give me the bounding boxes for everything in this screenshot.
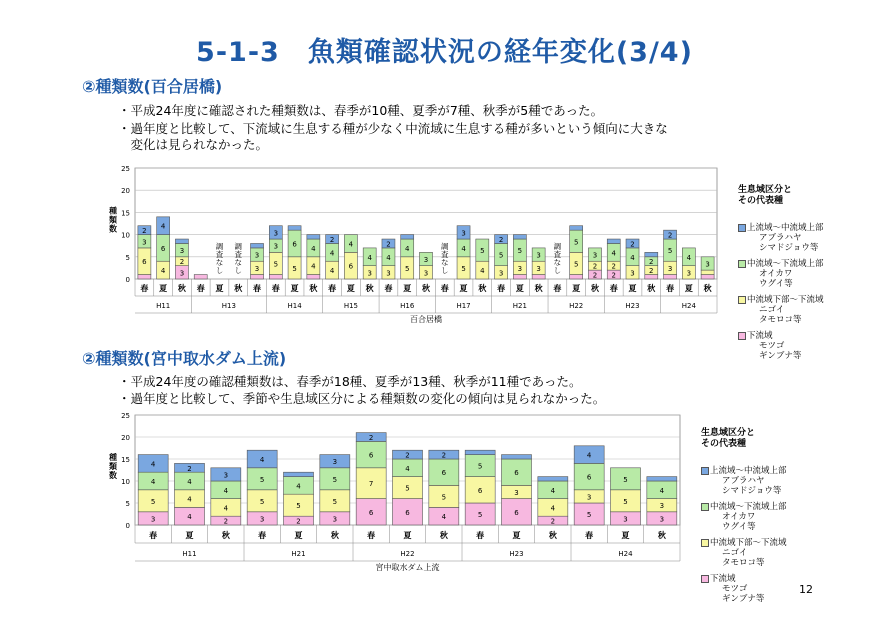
data-label: 3 (273, 242, 279, 251)
group-label: H22 (569, 302, 584, 311)
data-label: 5 (573, 260, 579, 269)
data-label: 2 (368, 434, 374, 442)
data-label: 3 (461, 229, 466, 238)
data-label: 4 (611, 249, 616, 258)
not-surveyed-label: 調 (441, 242, 449, 251)
group-label: H16 (400, 302, 415, 311)
season-label: 春 (497, 284, 506, 294)
data-label: 6 (348, 262, 354, 271)
season-label: 春 (384, 284, 393, 294)
bar-segment (664, 275, 677, 279)
season-label: 夏 (459, 284, 468, 294)
data-label: 5 (296, 502, 301, 511)
bar-segment (532, 275, 545, 279)
data-label: 3 (150, 515, 156, 524)
data-label: 4 (348, 240, 354, 249)
season-label: 夏 (290, 284, 299, 294)
data-label: 4 (187, 478, 192, 486)
season-label: 秋 (221, 530, 230, 540)
y-tick-label: 25 (121, 412, 130, 420)
season-label: 春 (585, 530, 594, 540)
bar-segment (307, 275, 320, 279)
y-tick-label: 5 (125, 500, 130, 508)
bar-segment (269, 275, 282, 279)
not-surveyed-label: 査 (553, 250, 562, 259)
data-label: 3 (423, 256, 429, 265)
data-label: 2 (296, 517, 301, 526)
not-surveyed-label: し (441, 266, 449, 275)
bar-segment (538, 477, 568, 481)
season-label: 夏 (403, 284, 412, 294)
data-label: 2 (550, 517, 556, 526)
data-label: 5 (259, 497, 265, 506)
data-label: 4 (441, 513, 447, 522)
data-label: 6 (142, 258, 147, 267)
not-surveyed-label: 査 (441, 250, 449, 259)
data-label: 3 (667, 264, 673, 273)
data-label: 5 (292, 264, 297, 273)
data-label: 4 (223, 504, 229, 513)
page-title: 5-1-3 魚類確認状況の経年変化(3/4) (196, 37, 693, 68)
data-label: 5 (477, 462, 483, 471)
data-label: 2 (630, 240, 635, 249)
data-label: 2 (611, 262, 616, 271)
data-label: 5 (573, 238, 579, 247)
season-label: 春 (367, 530, 376, 540)
data-label: 3 (586, 493, 592, 502)
season-label: 夏 (572, 284, 581, 294)
group-label: H15 (343, 302, 358, 311)
data-label: 5 (517, 247, 523, 256)
data-label: 4 (586, 451, 592, 460)
season-label: 春 (609, 284, 618, 294)
data-label: 3 (259, 515, 265, 524)
legend-item: 上流域～中流域上部 アブラハヤ シマドジョウ等 (738, 223, 824, 253)
season-label: 春 (258, 530, 267, 540)
season-label: 夏 (684, 284, 693, 294)
data-label: 3 (254, 264, 260, 273)
group-label: H24 (618, 549, 633, 558)
data-label: 2 (142, 227, 147, 236)
bullet-text: ・過年度と比較して、下流域に生息する種が少なく中流域に生息する種が多いという傾向に大きな (118, 121, 668, 136)
data-label: 6 (368, 508, 374, 517)
season-label: 春 (328, 284, 337, 294)
season-label: 夏 (159, 284, 168, 294)
data-label: 3 (592, 251, 598, 260)
data-label: 4 (150, 460, 156, 469)
data-label: 2 (592, 262, 598, 271)
data-label: 4 (187, 495, 192, 504)
group-label: H11 (182, 549, 197, 558)
data-label: 3 (254, 251, 260, 260)
data-label: 6 (292, 240, 297, 249)
data-label: 5 (586, 511, 592, 519)
not-surveyed-label: 調 (234, 242, 243, 251)
data-label: 6 (586, 473, 592, 482)
data-label: 4 (404, 244, 410, 253)
bar-segment (607, 239, 620, 243)
season-label: 夏 (515, 284, 524, 294)
data-label: 5 (623, 497, 628, 506)
data-label: 4 (686, 253, 692, 262)
data-label: 5 (480, 247, 485, 256)
data-label: 4 (296, 482, 301, 491)
bar-segment (465, 450, 495, 454)
season-label: 春 (196, 284, 205, 294)
y-axis-label: 種 (109, 206, 117, 216)
legend-title: 生息域区分と (738, 185, 793, 195)
page-number: 12 (799, 583, 813, 596)
data-label: 4 (480, 267, 485, 276)
season-label: 秋 (657, 530, 666, 540)
y-axis-label: 類 (109, 462, 117, 471)
legend-item: 中流域～下流域上部 オイカワ ウグイ等 (738, 259, 824, 289)
bar-segment (288, 226, 301, 230)
data-label: 3 (179, 247, 185, 256)
y-axis-label: 数 (109, 471, 117, 480)
season-label: 春 (476, 530, 485, 540)
data-label: 6 (514, 469, 519, 478)
y-tick-label: 20 (121, 434, 130, 442)
y-axis-label: 種 (109, 453, 117, 462)
bar-segment (502, 455, 532, 459)
not-surveyed-label: し (234, 266, 243, 275)
season-label: 春 (253, 284, 262, 294)
legend-item: 上流域～中流域上部 アブラハヤ シマドジョウ等 (701, 466, 787, 496)
season-label: 夏 (346, 284, 355, 294)
data-label: 6 (441, 469, 447, 478)
data-label: 3 (179, 269, 185, 278)
bar-segment (401, 235, 414, 239)
bullet-text: ・平成24年度の確認種類数は、春季が18種、夏季が13種、秋季が11種であった。 (118, 374, 582, 389)
season-label: 夏 (403, 530, 412, 540)
legend-title: 生息域区分と (701, 428, 756, 438)
data-label: 3 (514, 489, 519, 497)
data-label: 2 (187, 464, 192, 473)
data-label: 4 (367, 253, 372, 262)
season-label: 夏 (628, 284, 637, 294)
bullet-text: ・過年度と比較して、季節や生息域区分による種類数の変化の傾向は見られなかった。 (118, 391, 606, 406)
season-label: 春 (440, 284, 449, 294)
data-label: 3 (142, 238, 147, 247)
data-label: 7 (368, 480, 374, 489)
data-label: 4 (150, 478, 156, 486)
bar-segment (175, 239, 188, 243)
bar-segment (284, 472, 314, 476)
data-label: 4 (160, 267, 166, 276)
not-surveyed-label: な (234, 258, 243, 267)
data-label: 4 (329, 267, 335, 276)
y-tick-label: 15 (121, 209, 130, 218)
legend-item: 中流域下部～下流域 ニゴイ タモロコ等 (738, 295, 824, 325)
y-tick-label: 10 (121, 478, 130, 486)
section-heading-miyanaka: ②種類数(宮中取水ダム上流) (82, 349, 287, 368)
data-label: 4 (329, 249, 335, 258)
season-label: 春 (666, 284, 675, 294)
bullet-text: ・平成24年度に確認された種類数は、春季が10種、夏季が7種、秋季が5種であった。 (118, 103, 604, 118)
season-label: 秋 (647, 284, 656, 294)
data-label: 4 (187, 513, 192, 522)
bar-segment (251, 275, 264, 279)
data-label: 3 (332, 458, 338, 467)
season-label: 夏 (621, 530, 630, 540)
data-label: 2 (649, 267, 654, 276)
data-label: 4 (386, 253, 391, 262)
data-label: 3 (386, 269, 391, 278)
bar-segment (701, 275, 714, 279)
data-label: 3 (623, 515, 628, 524)
data-label: 5 (150, 497, 156, 506)
data-label: 3 (367, 269, 372, 278)
group-label: H21 (512, 302, 527, 311)
season-label: 秋 (309, 284, 318, 294)
data-label: 3 (659, 515, 665, 524)
not-surveyed-label: 査 (234, 250, 243, 259)
group-label: H14 (287, 302, 302, 311)
data-label: 4 (659, 486, 665, 495)
season-label: 秋 (703, 284, 712, 294)
legend-chart1 (738, 185, 824, 367)
bar-segment (251, 243, 264, 247)
data-label: 2 (611, 271, 616, 280)
season-label: 春 (553, 284, 562, 294)
y-tick-label: 20 (121, 187, 130, 196)
data-label: 2 (592, 271, 598, 280)
data-label: 3 (705, 260, 710, 269)
group-label: H11 (156, 302, 171, 311)
data-label: 4 (461, 244, 466, 253)
data-label: 4 (160, 222, 166, 231)
data-label: 5 (259, 475, 265, 484)
bar-segment (513, 235, 526, 239)
x-axis-label: 百合居橋 (410, 315, 442, 324)
data-label: 3 (332, 515, 338, 524)
y-tick-label: 25 (121, 165, 130, 173)
bullet-text: 変化は見られなかった。 (118, 137, 269, 152)
y-tick-label: 0 (125, 276, 130, 284)
not-surveyed-label: 調 (215, 242, 224, 251)
data-label: 2 (441, 451, 447, 460)
data-label: 2 (405, 451, 410, 460)
bar-segment (307, 235, 320, 239)
data-label: 3 (423, 269, 429, 278)
season-label: 秋 (534, 284, 543, 294)
data-label: 2 (386, 240, 391, 249)
season-label: 秋 (422, 284, 430, 294)
data-label: 4 (223, 486, 229, 495)
data-label: 3 (273, 229, 279, 238)
data-label: 5 (623, 475, 628, 484)
season-label: 夏 (185, 530, 194, 540)
bar-segment (513, 275, 526, 279)
data-label: 2 (179, 258, 185, 267)
season-label: 夏 (294, 530, 303, 540)
data-label: 4 (311, 244, 316, 253)
data-label: 4 (550, 486, 556, 495)
legend-item: 下流域 モツゴ ギンブナ等 (738, 331, 824, 361)
not-surveyed-label: 査 (215, 250, 224, 259)
legend-item: 中流域～下流域上部 オイカワ ウグイ等 (701, 502, 787, 532)
data-label: 2 (329, 236, 335, 245)
y-tick-label: 0 (125, 522, 130, 530)
data-label: 3 (517, 264, 523, 273)
not-surveyed-label: し (215, 266, 224, 275)
season-label: 春 (271, 284, 280, 294)
data-label: 2 (498, 236, 504, 245)
season-label: 秋 (548, 530, 557, 540)
bar-segment (645, 275, 658, 279)
bar-segment (138, 275, 151, 279)
legend-item: 下流域 モツゴ ギンブナ等 (701, 574, 787, 604)
y-tick-label: 5 (125, 253, 130, 262)
group-label: H13 (221, 302, 236, 311)
data-label: 5 (404, 264, 410, 273)
legend-chart2 (701, 428, 787, 610)
group-label: H24 (681, 302, 696, 311)
data-label: 5 (332, 475, 338, 484)
data-label: 4 (405, 464, 410, 473)
season-label: 夏 (512, 530, 521, 540)
data-label: 3 (536, 251, 541, 260)
bar-segment (645, 252, 658, 256)
data-label: 6 (405, 508, 410, 517)
data-label: 4 (311, 262, 316, 271)
data-label: 3 (659, 502, 665, 511)
data-label: 3 (536, 264, 541, 273)
data-label: 2 (667, 231, 673, 240)
data-label: 3 (686, 269, 692, 278)
not-surveyed-label: な (215, 258, 224, 267)
data-label: 5 (667, 247, 673, 256)
bar-segment (194, 275, 207, 279)
group-label: H17 (456, 302, 471, 311)
x-axis-label: 宮中取水ダム上流 (375, 563, 440, 572)
data-label: 2 (649, 258, 654, 267)
season-label: 秋 (365, 284, 374, 294)
data-label: 4 (550, 504, 556, 513)
group-label: H22 (400, 549, 415, 558)
data-label: 6 (368, 451, 374, 460)
season-label: 秋 (177, 284, 186, 294)
season-label: 秋 (590, 284, 599, 294)
data-label: 5 (477, 511, 483, 519)
data-label: 3 (498, 269, 504, 278)
bar-segment (570, 275, 583, 279)
season-label: 秋 (330, 530, 339, 540)
not-surveyed-label: 調 (553, 242, 562, 251)
season-label: 夏 (215, 284, 224, 294)
season-label: 春 (140, 284, 149, 294)
group-label: H23 (625, 302, 640, 311)
data-label: 6 (160, 244, 166, 253)
data-label: 3 (223, 471, 229, 480)
data-label: 3 (630, 269, 635, 278)
data-label: 6 (477, 486, 483, 495)
y-axis-label: 数 (109, 224, 117, 234)
section-heading-yuriibashi: ②種類数(百合居橋) (82, 77, 223, 96)
y-tick-label: 10 (121, 231, 130, 240)
not-surveyed-label: な (553, 258, 562, 267)
data-label: 5 (498, 251, 504, 260)
bar-segment (701, 270, 714, 274)
not-surveyed-label: し (553, 266, 562, 275)
season-label: 秋 (439, 530, 448, 540)
season-label: 春 (149, 530, 158, 540)
legend-title: その代表種 (701, 439, 747, 449)
data-label: 2 (223, 517, 229, 526)
data-label: 5 (461, 264, 466, 273)
data-label: 5 (405, 484, 410, 493)
data-label: 5 (441, 493, 447, 502)
data-label: 5 (273, 260, 279, 269)
bar-segment (647, 477, 677, 481)
legend-item: 中流域下部～下流域 ニゴイ タモロコ等 (701, 538, 787, 568)
group-label: H21 (291, 549, 306, 558)
season-label: 秋 (478, 284, 487, 294)
season-label: 秋 (234, 284, 243, 294)
group-label: H23 (509, 549, 524, 558)
y-tick-label: 15 (121, 456, 130, 464)
data-label: 6 (514, 508, 519, 517)
legend-title: その代表種 (738, 196, 784, 206)
data-label: 4 (259, 456, 265, 464)
bar-segment (570, 226, 583, 230)
not-surveyed-label: な (441, 258, 449, 267)
y-axis-label: 類 (109, 215, 117, 225)
data-label: 4 (630, 253, 635, 262)
data-label: 5 (332, 497, 338, 506)
